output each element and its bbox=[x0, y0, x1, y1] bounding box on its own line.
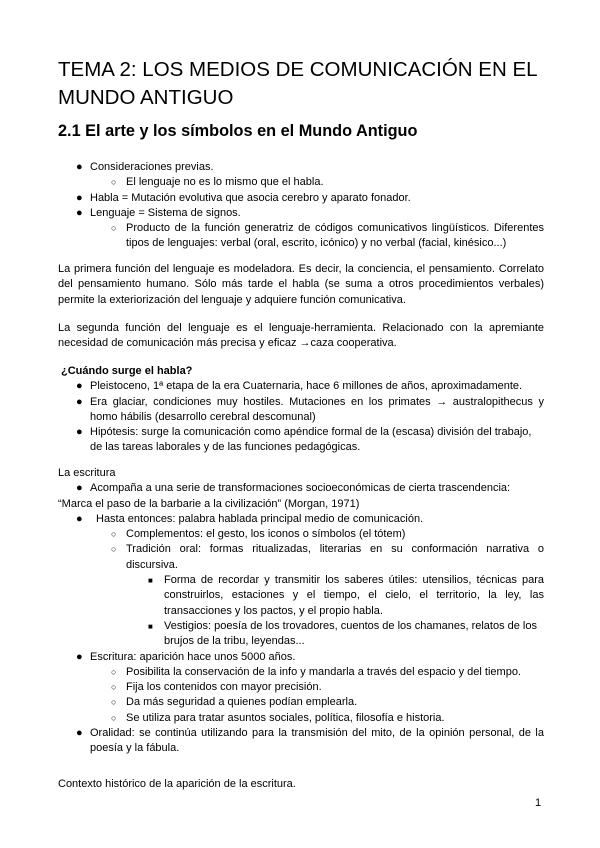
list-item bbox=[58, 542, 544, 573]
list-item bbox=[58, 206, 544, 221]
bullet-disc-icon: ● bbox=[76, 650, 83, 663]
list-item-text: Consideraciones previas. bbox=[90, 161, 214, 173]
list-item bbox=[58, 379, 544, 394]
list-item bbox=[58, 680, 544, 695]
bullet-disc-icon: ● bbox=[76, 727, 83, 740]
list-item bbox=[58, 395, 544, 426]
paragraph-text: La primera función del lenguaje es modeladora. Es decir, la conciencia, el pensamiento. Correlato del pensamiento humano. Sólo más tarde el habla (se suma a otros procedimientos verbales) permite la exteriorización del lenguaje y adquiere función comunicativa. bbox=[58, 263, 544, 306]
list-item-text: Hasta entonces: palabra hablada principal medio de comunicación. bbox=[96, 512, 424, 525]
list-item bbox=[58, 573, 544, 619]
list-item bbox=[58, 711, 544, 726]
list-item-text: Hipótesis: surge la comunicación como apéndice formal de la (escasa) división del trabajo, de las tareas laborales y de las funciones pedagógicas. bbox=[90, 426, 532, 454]
bullet-disc-icon: ● bbox=[76, 206, 83, 219]
list-item-text: Escritura: aparición hace unos 5000 años. bbox=[90, 650, 296, 663]
list-item-text: Oralidad: se continúa utilizando para la transmisión del mito, de la opinión personal, de la poesía y la fábula. bbox=[90, 727, 544, 755]
bullet-circle-icon: ○ bbox=[111, 223, 117, 234]
list-item-text: Acompaña a una serie de transformaciones socioeconómicas de cierta trascendencia: bbox=[90, 482, 511, 495]
list-item bbox=[58, 665, 544, 680]
context-text: Contexto histórico de la aparición de la escritura. bbox=[58, 778, 296, 790]
bullet-circle-icon: ○ bbox=[111, 682, 117, 693]
paragraph bbox=[58, 262, 544, 308]
bullet-circle-icon: ○ bbox=[111, 529, 117, 540]
list-item bbox=[58, 191, 544, 206]
list-item-text: Producto de la función generatriz de códigos comunicativos lingüísticos. Diferentes tipos de lenguajes: verbal (oral, escrito, icónico) y no verbal (facial, kinésico...) bbox=[126, 222, 544, 250]
bullet-disc-icon: ● bbox=[76, 512, 83, 525]
section-heading: 2.1 El arte y los símbolos en el Mundo Antiguo bbox=[58, 122, 418, 140]
list-item bbox=[58, 425, 544, 456]
list-item bbox=[58, 650, 544, 665]
list-item-text: Posibilita la conservación de la info y mandarla a través del espacio y del tiempo. bbox=[126, 665, 521, 678]
bullet-disc-icon: ● bbox=[76, 380, 83, 393]
list-item-text: Fija los contenidos con mayor precisión. bbox=[126, 681, 322, 694]
bullet-disc-icon: ● bbox=[76, 161, 83, 173]
list-item bbox=[58, 175, 544, 190]
writing-section bbox=[58, 466, 544, 757]
list-item bbox=[58, 221, 544, 252]
list-item bbox=[58, 695, 544, 710]
bullet-circle-icon: ○ bbox=[111, 697, 117, 708]
bullet-circle-icon: ○ bbox=[111, 544, 117, 555]
bullet-circle-icon: ○ bbox=[111, 712, 117, 723]
bullet-square-icon: ■ bbox=[148, 576, 153, 586]
writing-label: La escritura bbox=[58, 467, 116, 479]
bullet-square-icon: ■ bbox=[148, 621, 153, 631]
list-item-text: Era glaciar, condiciones muy hostiles. Mutaciones en los primates → australopithecus y homo hábilis (desarrollo cerebral descomunal) bbox=[90, 395, 544, 423]
bullet-disc-icon: ● bbox=[76, 426, 83, 439]
bullet-circle-icon: ○ bbox=[111, 666, 117, 677]
considerations-list bbox=[58, 160, 544, 252]
list-item bbox=[58, 619, 544, 650]
list-item-text: Pleistoceno, 1ª etapa de la era Cuaternaria, hace 6 millones de años, aproximadamente. bbox=[90, 380, 523, 393]
list-item bbox=[58, 512, 544, 527]
list-item-text: Tradición oral: formas ritualizadas, literarias en su conformación narrativa o discursiva. bbox=[126, 543, 544, 571]
list-item-text: Forma de recordar y transmitir los saberes útiles: utensilios, técnicas para construirlos, estaciones y el tiempo, el cielo, el territorio, la ley, las transacciones y los pactos, y el propio habla. bbox=[164, 574, 544, 617]
list-item-text: Complementos: el gesto, los iconos o símbolos (el tótem) bbox=[126, 528, 406, 541]
list-item-text: Lenguaje = Sistema de signos. bbox=[90, 206, 241, 219]
question-heading: ¿Cuándo surge el habla? bbox=[61, 365, 193, 377]
list-item-text: Vestigios: poesía de los trovadores, cuentos de los chamanes, relatos de los brujos de la tribu, leyendas... bbox=[164, 619, 537, 648]
bullet-disc-icon: ● bbox=[76, 191, 83, 204]
paragraph-text: La segunda función del lenguaje es el lenguaje-herramienta. Relacionado con la apremiante necesidad de comunicación más precisa y eficaz →caza cooperativa. bbox=[58, 322, 544, 350]
list-item-text: Da más seguridad a quienes podían emplearla. bbox=[126, 696, 358, 709]
bullet-circle-icon: ○ bbox=[111, 177, 117, 188]
quote: “Marca el paso de la barbarie a la civilización” (Morgan, 1971) bbox=[58, 497, 360, 510]
context-line bbox=[58, 777, 544, 792]
list-item-text: Habla = Mutación evolutiva que asocia cerebro y aparato fonador. bbox=[90, 191, 411, 204]
bullet-disc-icon: ● bbox=[76, 482, 83, 495]
list-item bbox=[58, 481, 544, 496]
speech-origin-section bbox=[58, 364, 544, 456]
list-item-text: El lenguaje no es lo mismo que el habla. bbox=[126, 176, 324, 189]
list-item-text: Se utiliza para tratar asuntos sociales, política, filosofía e historia. bbox=[126, 711, 445, 724]
list-item bbox=[58, 527, 544, 542]
list-item bbox=[58, 160, 544, 175]
page-title: TEMA 2: LOS MEDIOS DE COMUNICACIÓN EN EL MUNDO ANTIGUO bbox=[58, 58, 537, 109]
page-number: 1 bbox=[535, 797, 542, 809]
paragraph bbox=[58, 321, 544, 352]
bullet-disc-icon: ● bbox=[76, 395, 83, 408]
list-item bbox=[58, 726, 544, 757]
